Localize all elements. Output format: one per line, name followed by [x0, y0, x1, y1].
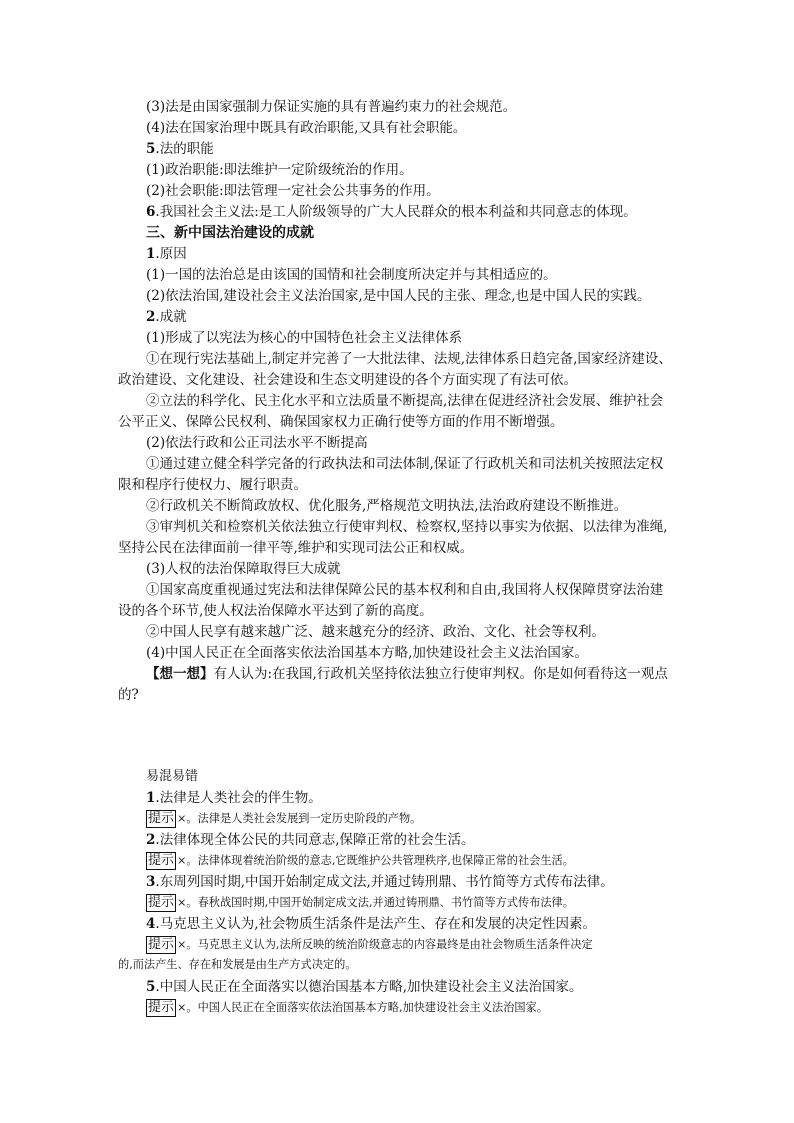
- hint-text: ×。法律是人类社会发展到一定历史阶段的产物。: [177, 812, 422, 825]
- item-text: 马克思主义认为,社会物质生活条件是法产生、存在和发展的决定性因素。: [159, 916, 596, 932]
- paragraph-line: (4)法在国家治理中既具有政治职能,又具有社会职能。: [146, 120, 467, 136]
- hint-line: [146, 851, 706, 871]
- item-number: 6: [146, 204, 156, 220]
- paragraph-line: (1)政治职能:即法维护一定阶级统治的作用。: [146, 162, 413, 178]
- hint-text: ×。春秋战国时期,中国开始制定成文法,并通过铸刑鼎、书竹简等方式传布法律。: [177, 896, 574, 909]
- paragraph-line: 限和程序行使权力、履行职责。: [118, 477, 307, 493]
- item-number: 5: [146, 979, 156, 995]
- hint-line: [146, 935, 706, 955]
- hint-label: 提示: [148, 937, 175, 952]
- paragraph-line: (2)依法治国,建设社会主义法治国家,是中国人民的主张、理念,也是中国人民的实践。: [146, 288, 651, 304]
- hint-text: ×。法律体现着统治阶级的意志,它既维护公共管理秩序,也保障正常的社会生活。: [177, 854, 574, 867]
- paragraph-line: (1)形成了以宪法为核心的中国特色社会主义法律体系: [146, 330, 463, 346]
- item-text: 法律是人类社会的伴生物。: [159, 790, 322, 806]
- paragraph-line: ①通过建立健全科学完备的行政执法和司法体制,保证了行政机关和司法机关按照法定权: [146, 456, 664, 472]
- heading-text: 法的职能: [159, 141, 214, 157]
- hint-label: 提示: [148, 895, 175, 910]
- paragraph-line: (3)人权的法治保障取得巨大成就: [146, 561, 341, 577]
- paragraph-line: ②中国人民享有越来越广泛、越来越充分的经济、政治、文化、社会等权利。: [146, 624, 605, 640]
- item-number: 1: [146, 790, 156, 806]
- paragraph-line: ①国家高度重视通过宪法和法律保障公民的基本权利和自由,我国将人权保障贯穿法治建: [146, 582, 664, 598]
- quiz-item: 4.马克思主义认为,社会物质生活条件是法产生、存在和发展的决定性因素。: [146, 916, 596, 932]
- paragraph-line: 坚持公民在法律面前一律平等,维护和实现司法公正和权威。: [118, 540, 474, 556]
- paragraph-line: 公平正义、保障公民权利、确保国家权力正确行使等方面的作用不断增强。: [118, 414, 564, 430]
- numbered-heading: 1.原因: [146, 246, 187, 262]
- item-number: 3: [146, 874, 156, 890]
- quiz-item: 5.中国人民正在全面落实以德治国基本方略,加快建设社会主义法治国家。: [146, 979, 583, 995]
- hint-line: [146, 998, 706, 1018]
- numbered-heading: 2.成就: [146, 309, 187, 325]
- hint-label: 提示: [148, 811, 175, 826]
- hint-text: ×。中国人民正在全面落实依法治国基本方略,加快建设社会主义法治国家。: [177, 1001, 548, 1014]
- item-text: 法律体现全体公民的共同意志,保障正常的社会生活。: [159, 832, 475, 848]
- paragraph-line: ③审判机关和检察机关依法独立行使审判权、检察权,坚持以事实为依据、以法律为准绳,: [146, 519, 668, 535]
- paragraph-line: ①在现行宪法基础上,制定并完善了一大批法律、法规,法律体系日趋完备,国家经济建设、: [146, 351, 672, 367]
- paragraph-line: (2)依法行政和公正司法水平不断提高: [146, 435, 368, 451]
- think-question: [146, 664, 706, 684]
- quiz-item: 2.法律体现全体公民的共同意志,保障正常的社会生活。: [146, 832, 475, 848]
- item-number: 2: [146, 832, 156, 848]
- section-title: 易混易错: [146, 769, 199, 784]
- heading-text: 成就: [159, 309, 187, 325]
- paragraph-line: (1)一国的法治总是由该国的国情和社会制度所决定并与其相适应的。: [146, 267, 557, 283]
- think-label: 【想一想】: [146, 666, 214, 682]
- heading-text: 原因: [159, 246, 187, 262]
- hint-label: 提示: [148, 853, 175, 868]
- section-heading: 三、新中国法治建设的成就: [146, 225, 314, 241]
- paragraph-line: 的?: [118, 687, 139, 703]
- item-number: 2: [146, 309, 156, 325]
- item-number: 1: [146, 246, 156, 262]
- paragraph-line: (3)法是由国家强制力保证实施的具有普遍约束力的社会规范。: [146, 99, 517, 115]
- paragraph-line: (4)中国人民正在全面落实依法治国基本方略,加快建设社会主义法治国家。: [146, 645, 588, 661]
- quiz-item: 1.法律是人类社会的伴生物。: [146, 790, 322, 806]
- hint-line-continued: 的,而法产生、存在和发展是由生产方式决定的。: [118, 958, 357, 971]
- hint-label: 提示: [148, 1000, 175, 1015]
- paragraph-line: (2)社会职能:即法管理一定社会公共事务的作用。: [146, 183, 440, 199]
- hint-line: [146, 893, 706, 913]
- item-number: 4: [146, 916, 156, 932]
- numbered-heading: 6.我国社会主义法:是工人阶级领导的广大人民群众的根本利益和共同意志的体现。: [146, 204, 637, 220]
- hint-line: [146, 809, 706, 829]
- item-text: 中国人民正在全面落实以德治国基本方略,加快建设社会主义法治国家。: [159, 979, 583, 995]
- think-text: 有人认为:在我国,行政机关坚持依法独立行使审判权。你是如何看待这一观点: [213, 666, 668, 682]
- item-text: 东周列国时期,中国开始制定成文法,并通过铸刑鼎、书竹简等方式传布法律。: [159, 874, 614, 890]
- paragraph-line: ②行政机关不断简政放权、优化服务,严格规范文明执法,法治政府建设不断推进。: [146, 498, 628, 514]
- paragraph-line: ②立法的科学化、民主化水平和立法质量不断提高,法律在促进经济社会发展、维护社会: [146, 393, 664, 409]
- hint-text: ×。马克思主义认为,法所反映的统治阶级意志的内容最终是由社会物质生活条件决定: [177, 938, 593, 951]
- item-number: 5: [146, 141, 156, 157]
- numbered-heading: 5.法的职能: [146, 141, 214, 157]
- paragraph-line: 政治建设、文化建设、社会建设和生态文明建设的各个方面实现了有法可依。: [118, 372, 577, 388]
- heading-text: 我国社会主义法:是工人阶级领导的广大人民群众的根本利益和共同意志的体现。: [159, 204, 637, 220]
- quiz-item: 3.东周列国时期,中国开始制定成文法,并通过铸刑鼎、书竹简等方式传布法律。: [146, 874, 614, 890]
- paragraph-line: 设的各个环节,使人权法治保障水平达到了新的高度。: [118, 603, 433, 619]
